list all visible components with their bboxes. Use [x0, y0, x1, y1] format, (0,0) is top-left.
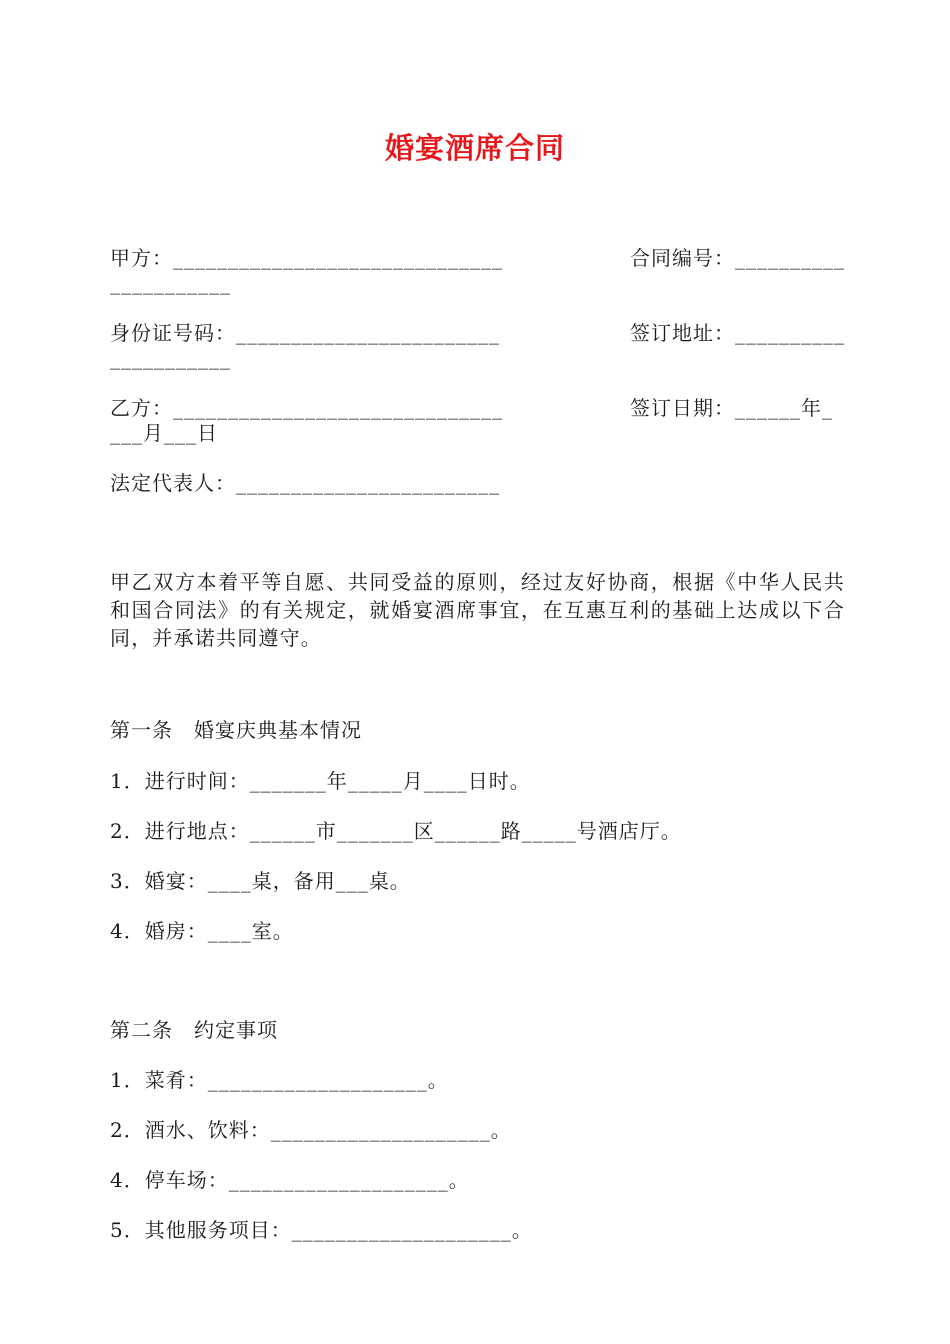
article-1-item: 1．进行时间：_______年_____月____日时。: [110, 769, 531, 793]
article-1-item: 4．婚房：____室。: [110, 919, 294, 943]
article-2-item: 5．其他服务项目：____________________。: [110, 1218, 533, 1242]
legal-representative-field: 法定代表人：________________________: [110, 471, 500, 495]
article-1-item: 3．婚宴：____桌，备用___桌。: [110, 869, 411, 893]
article-2-item: 1．菜肴：____________________。: [110, 1068, 449, 1092]
contract-number-field: 合同编号：__________: [630, 246, 845, 270]
preamble-paragraph: 甲乙双方本着平等自愿、共同受益的原则，经过友好协商，根据《中华人民共和国合同法》的有关规定，就婚宴酒席事宜，在互惠互利的基础上达成以下合同，并承诺共同遵守。: [110, 570, 845, 650]
id-number-field: 身份证号码：________________________: [110, 321, 500, 345]
article-1-heading: 第一条 婚宴庆典基本情况: [110, 718, 362, 742]
sign-date-field: 签订日期：______年_: [630, 396, 833, 420]
sign-date-continuation: ___月___日: [110, 421, 218, 445]
article-1-item: 2．进行地点：______市_______区______路_____号酒店厅。: [110, 819, 682, 843]
article-2-heading: 第二条 约定事项: [110, 1018, 278, 1042]
party-b-field: 乙方：______________________________: [110, 396, 503, 420]
article-2-item: 2．酒水、饮料：____________________。: [110, 1118, 512, 1142]
party-a-field: 甲方：______________________________: [110, 246, 503, 270]
document-title: 婚宴酒席合同: [384, 131, 565, 165]
sign-place-continuation: ___________: [110, 346, 231, 370]
contract-number-continuation: ___________: [110, 271, 231, 295]
article-2-item: 4．停车场：____________________。: [110, 1168, 470, 1192]
sign-place-field: 签订地址：__________: [630, 321, 845, 345]
